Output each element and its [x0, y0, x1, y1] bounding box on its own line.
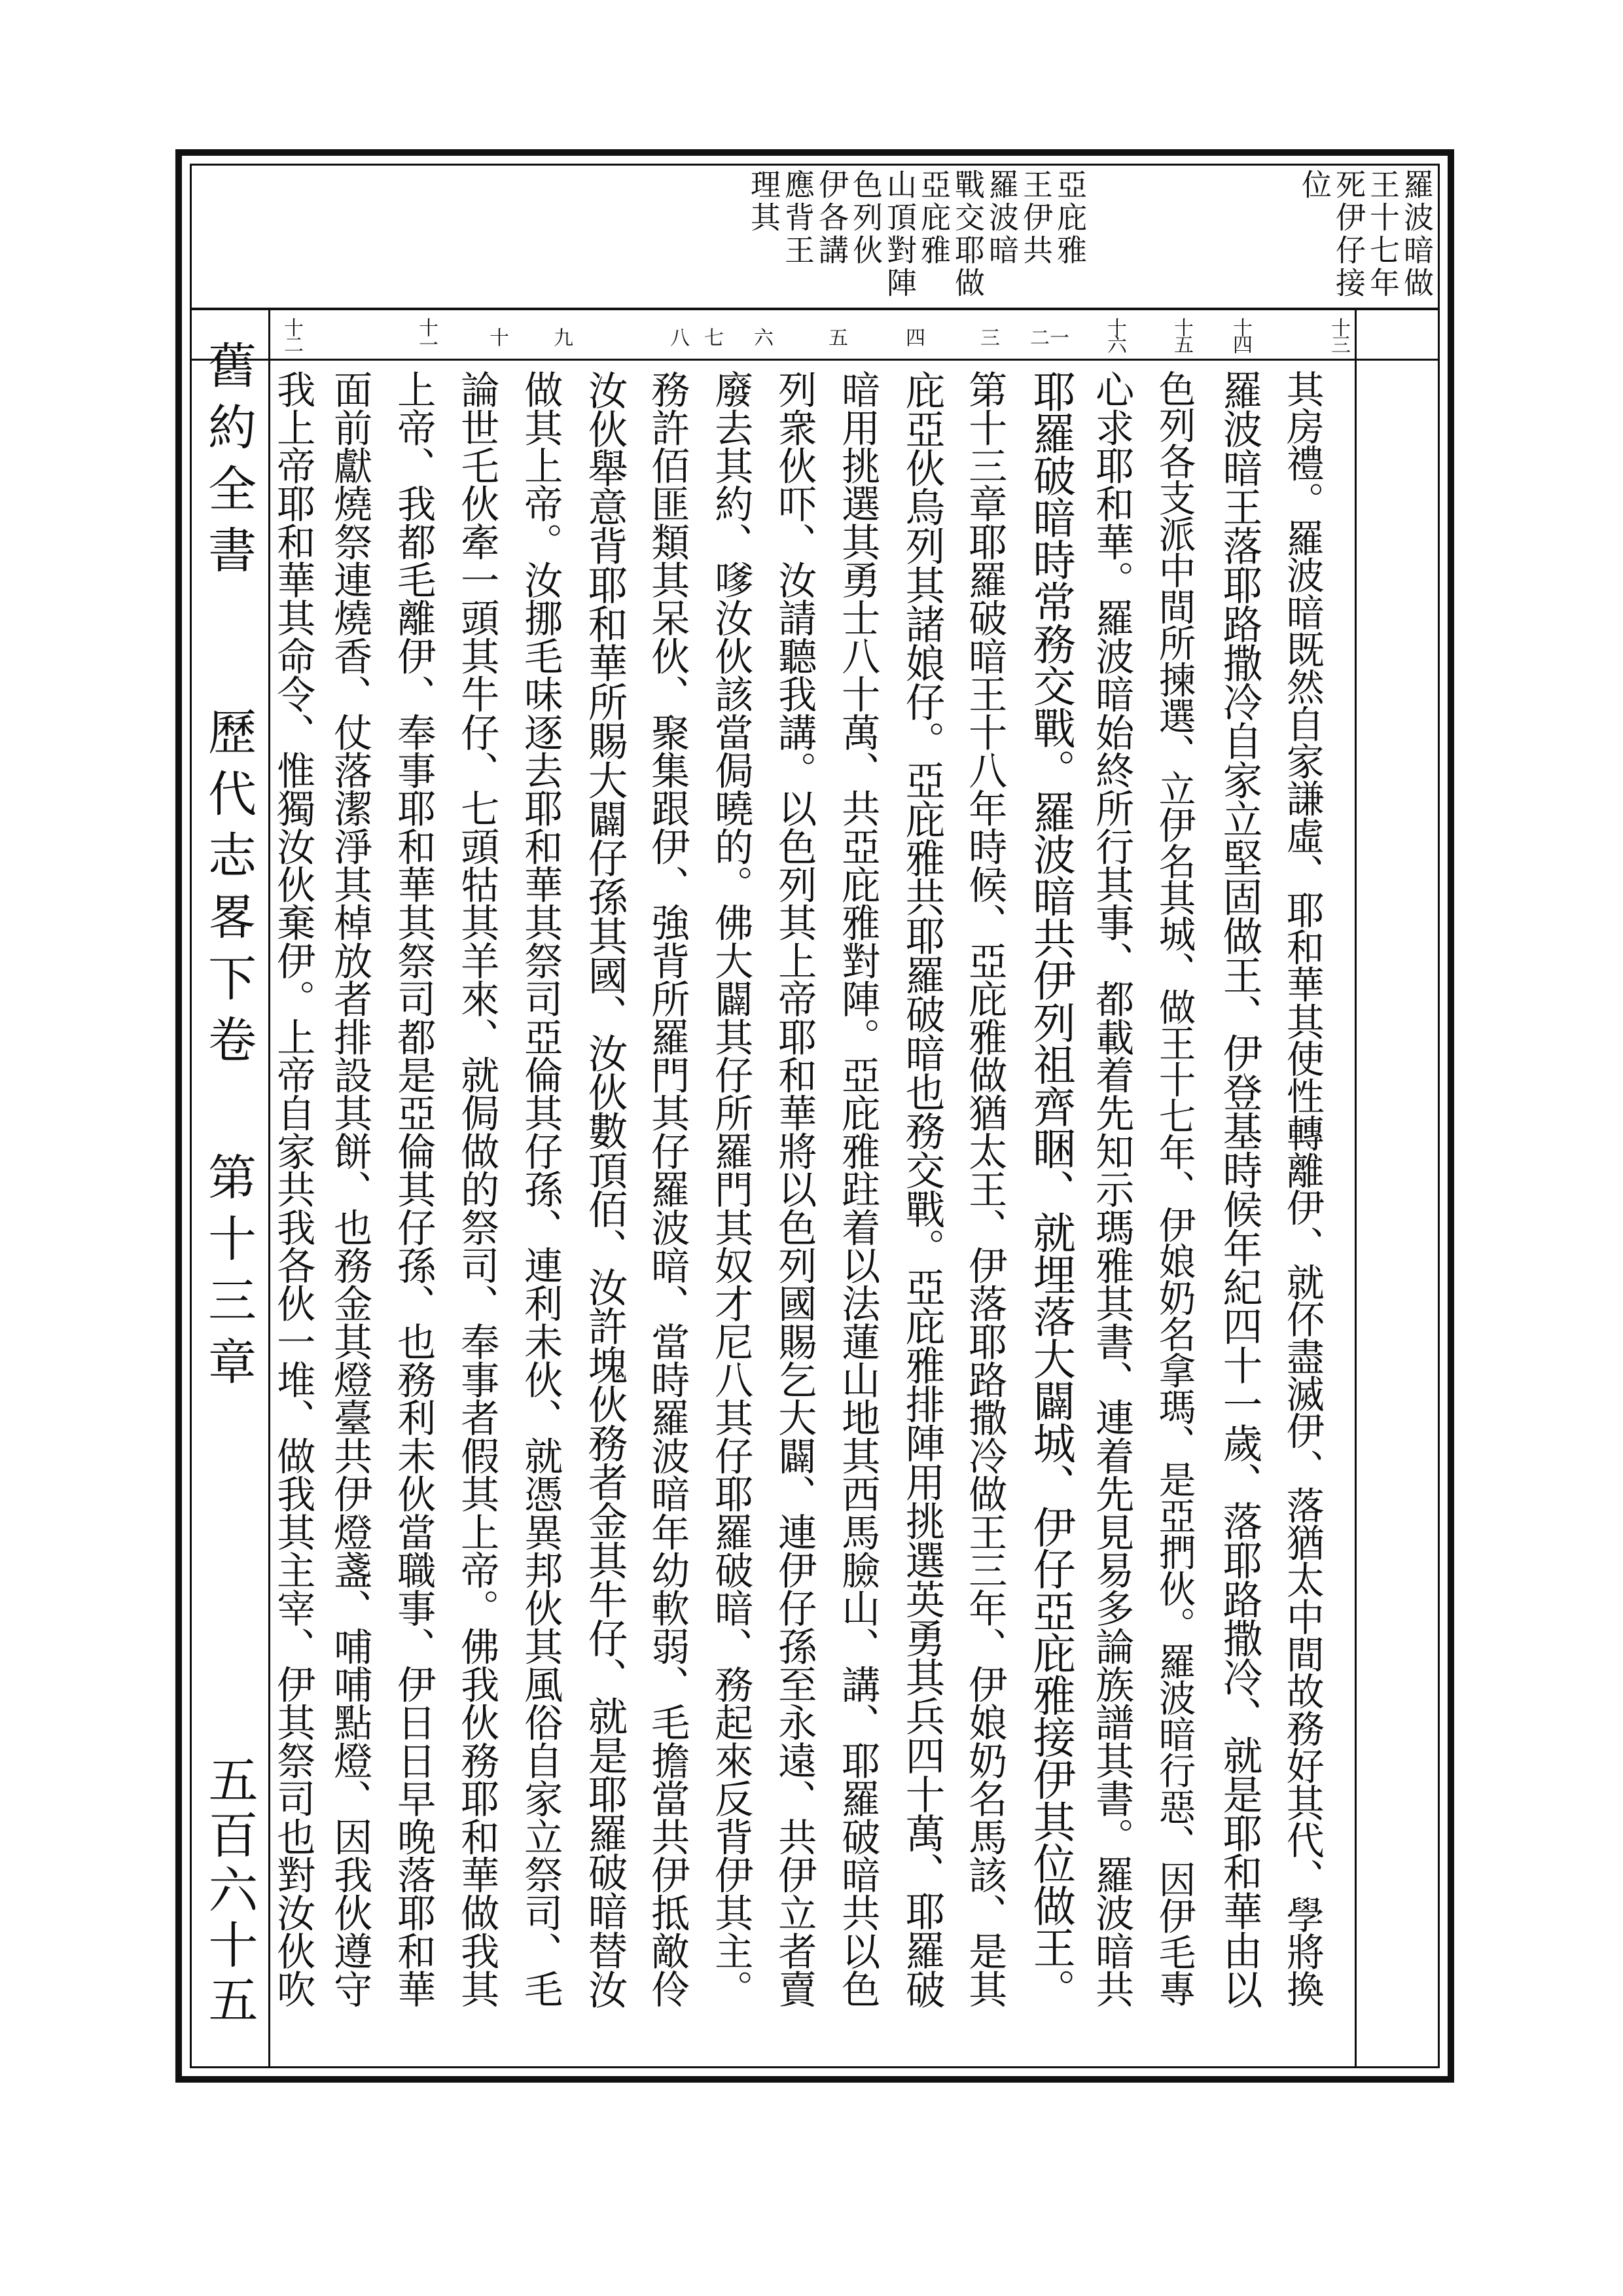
verse-number: 五 [825, 327, 847, 344]
text-column: 面前獻燒祭連燒香、仗落潔淨其棹放者排設其餅、也務金其燈臺共伊燈盞、哺哺點燈、因我伙遵守 [327, 370, 373, 2008]
text-column: 庇亞伙烏列其諸娘仔。亞庇雅共耶羅破暗也務交戰。亞庇雅排陣用挑選英勇其兵四十萬、耶羅破 [899, 370, 945, 2009]
top-note: 伊各講 [814, 169, 849, 267]
text-column: 廢去其約、嗲汝伙該當侷曉的。佛大闢其仔所羅門其奴才尼八其仔耶羅破暗、務起來反背伊其主。 [708, 370, 754, 2008]
verse-number: 十三 [1327, 317, 1350, 351]
right-margin-divider [1355, 308, 1357, 2068]
top-note: 理其 [746, 169, 781, 234]
text-column: 做其上帝。汝挪毛味逐去耶和華其祭司亞倫其仔孫、連利未伙、就憑異邦伙其風俗自家立祭司、毛 [518, 370, 563, 2008]
verse-number: 十 [486, 327, 508, 344]
verse-number: 八 [666, 327, 689, 344]
section-title: 歷代志畧下卷 [200, 707, 257, 1076]
text-column: 務許佰匪類其呆伙、聚集跟伊、強背所羅門其仔羅波暗、當時羅波暗年幼軟弱、毛擔當共伊抵敵伶 [645, 370, 690, 2008]
text-column: 我上帝耶和華其命令、惟獨汝伙棄伊。上帝自家共我各伙一堆、做我其主宰、伊其祭司也對汝伙吹 [270, 370, 316, 2008]
text-column: 列衆伙吓、汝請聽我講。以色列其上帝耶和華將以色列國賜乞大闢、連伊仔孫至永遠、共伊立者賣 [772, 370, 817, 2008]
verse-number: 十一 [415, 317, 438, 351]
text-column: 上帝、我都毛離伊、奉事耶和華其祭司都是亞倫其仔孫、也務利未伙當職事、伊日日早晚落耶和華 [391, 370, 437, 2008]
verse-number: 四 [902, 327, 925, 344]
top-notes-divider [190, 308, 1440, 310]
top-note: 色列伙 [848, 169, 883, 267]
text-column: 羅波暗王落耶路撒冷自家立堅固做王、伊登基時候年紀四十一歲、落耶路撒冷、就是耶和華由以 [1216, 370, 1262, 2009]
verse-number: 十二 [280, 317, 303, 351]
verse-number: 六 [750, 327, 773, 344]
top-note: 羅波暗 [984, 169, 1020, 267]
verse-number: 十五 [1170, 317, 1193, 351]
text-column: 心求耶和華。羅波暗始終所行其事、都載着先知示瑪雅其書、連着先見易多論族譜其書。羅波暗共 [1089, 370, 1135, 2008]
text-column: 其房禮。羅波暗既然自家謙虛、耶和華其使性轉離伊、就伓盡滅伊、落猶太中間故務好其代、學將換 [1279, 370, 1325, 2007]
verse-number: 十六 [1103, 317, 1126, 351]
verse-number: 七 [700, 327, 723, 344]
verse-number: 九 [550, 327, 573, 344]
text-column: 論世乇伙牽一頭其牛仔、七頭牯其羊來、就侷做的祭司、奉事者假其上帝。佛我伙務耶和華做我其 [454, 370, 500, 2008]
text-column: 色列各支派中間所揀選、立伊名其城、做王十七年、伊娘奶名拿瑪、是亞捫伙。羅波暗行惡、因伊毛專 [1152, 370, 1196, 2007]
top-note: 死伊仔接 [1331, 169, 1366, 300]
top-note: 王伊共 [1018, 169, 1054, 267]
top-note: 亞庇雅 [916, 169, 952, 267]
text-column: 暗用挑選其勇士八十萬、共亞庇雅對陣。亞庇雅跓着以法蓮山地其西馬臉山、講、耶羅破暗共以色 [835, 370, 881, 2008]
verse-number: 二 [1026, 327, 1049, 344]
book-title: 舊約全書 [200, 340, 257, 586]
text-column: 耶羅破暗時常務交戰。羅波暗共伊列祖齊睏、就埋落大闢城、伊仔亞庇雅接伊其位做王。 [1026, 370, 1076, 2011]
top-note: 應背王 [780, 169, 815, 267]
top-note: 亞庇雅 [1052, 169, 1088, 267]
text-column: 汝伙舉意背耶和華所賜大闢仔孫其國、汝伙數頂佰、汝許塊伙務者金其牛仔、就是耶羅破暗替汝 [581, 370, 628, 2009]
text-column: 第十三章耶羅破暗王十八年時候、亞庇雅做猶太王、伊落耶路撒冷做王三年、伊娘奶名馬該、是其 [962, 370, 1008, 2008]
verse-number: 十四 [1229, 317, 1252, 351]
top-note: 戰交耶做 [950, 169, 986, 300]
page-number: 五百六十五 [200, 1754, 259, 2029]
verse-number-divider [190, 359, 1440, 361]
top-note: 王十七年 [1365, 169, 1400, 300]
verse-number: 三 [976, 327, 999, 344]
verse-number: 一 [1046, 327, 1069, 344]
top-note: 羅波暗做 [1399, 169, 1435, 300]
chapter-label: 第十三章 [200, 1152, 257, 1398]
top-note: 位 [1297, 169, 1332, 202]
top-note: 山頂對陣 [882, 169, 918, 300]
